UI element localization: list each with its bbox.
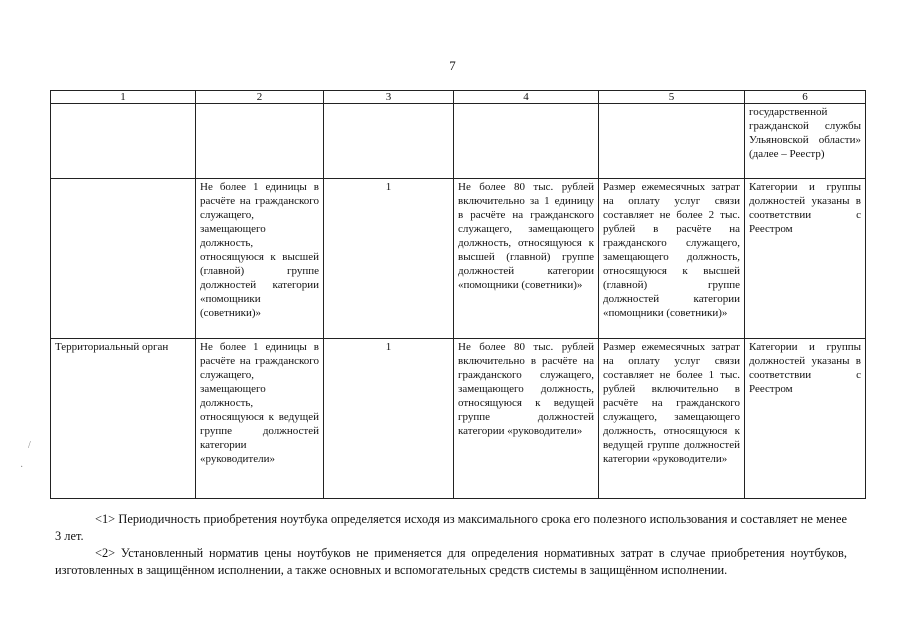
column-number: 4 [454,91,599,104]
table-cell: 1 [324,179,454,339]
page-number: 7 [449,58,456,73]
table-cell: Категории и группы должностей указаны в соответствии с Реестром [745,179,866,339]
footnote: <2> Установленный норматив цены ноутбуков не применяется для определения нормативных затрат в случае приобретения ноутбуков, изготовленных в защищённом исполнении, а также основных и вспомогательных средств системы в защищённом исполнении. [55,546,847,577]
column-number: 6 [745,91,866,104]
footnotes [55,511,847,579]
table-cell: 1 [324,339,454,499]
table-cell [51,104,196,179]
table-row [51,179,866,339]
scan-mark: / [28,440,31,451]
table-cell [454,104,599,179]
table-cell: государственной гражданской службы Ульяновской области» (далее – Реестр) [745,104,866,179]
table-row [51,339,866,499]
footnote: <1> Периодичность приобретения ноутбука определяется исходя из максимального срока его полезного использования и составляет не менее 3 лет. [55,512,847,543]
table-cell [324,104,454,179]
column-number: 3 [324,91,454,104]
table-cell [196,104,324,179]
table-cell: Категории и группы должностей указаны в соответствии с Реестром [745,339,866,499]
table-cell: Не более 80 тыс. рублей включительно в расчёте на гражданского служащего, замещающего должность, относящуюся к ведущей группе должностей категории «руководители» [454,339,599,499]
norms-table [50,90,866,499]
table-cell: Не более 1 единицы в расчёте на гражданского служащего, замещающего должность, относящуюся к высшей (главной) группе должностей категории «помощники (советники)» [196,179,324,339]
column-number: 2 [196,91,324,104]
column-number: 5 [599,91,745,104]
table-cell: Территориальный орган [51,339,196,499]
table-cell: Размер ежемесячных затрат на оплату услуг связи составляет не более 1 тыс. рублей включительно в расчёте на гражданского служащего, замещающего должность, относящуюся к ведущей группе должностей категории «руководители» [599,339,745,499]
table-cell [51,179,196,339]
scan-mark: · [20,462,24,473]
table-cell [599,104,745,179]
table-row [51,104,866,179]
table-cell: Не более 80 тыс. рублей включительно за 1 единицу в расчёте на гражданского служащего, замещающего должность, относящуюся к высшей (главной) группе должностей категории «помощники (советники)» [454,179,599,339]
column-number: 1 [51,91,196,104]
table-header-row [51,91,866,104]
table-cell: Размер ежемесячных затрат на оплату услуг связи составляет не более 2 тыс. рублей в расчёте на гражданского служащего, замещающего должность, относящуюся к высшей (главной) группе должностей категории «помощники (советники)» [599,179,745,339]
table-cell: Не более 1 единицы в расчёте на гражданского служащего, замещающего должность, относящуюся к ведущей группе должностей категории «руководители» [196,339,324,499]
